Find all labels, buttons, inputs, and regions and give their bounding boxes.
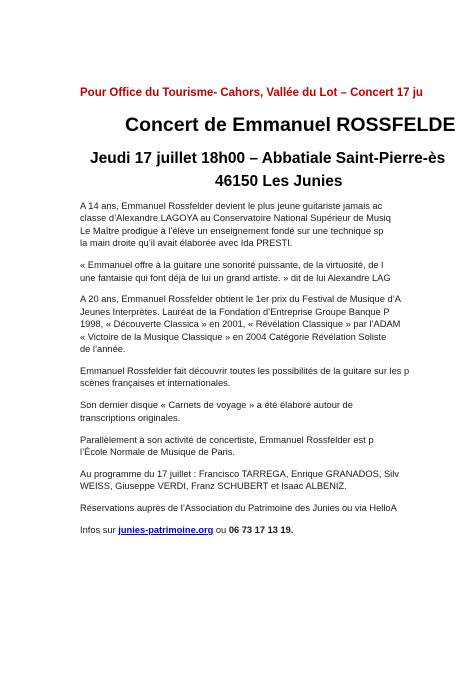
body-paragraph [80,468,460,493]
body-paragraph [80,434,460,459]
paragraph-line: 1998, « Découverte Classica » en 2001, « Révélation Classique » par l’ADAM [80,319,401,330]
paragraph-line: Emmanuel Rossfelder fait découvrir toutes les possibilités de la guitare sur les p [80,365,410,376]
document-header: Pour Office du Tourisme- Cahors, Vallée du Lot – Concert 17 ju [80,87,423,99]
info-line [80,524,460,536]
paragraph-line: Réservations auprès de l’Association du Patrimoine des Junies ou via HelloA [80,503,397,514]
body-paragraph [80,502,460,514]
concert-title: Concert de Emmanuel ROSSFELDE [125,114,456,136]
place-line: 46150 Les Junies [215,173,343,190]
paragraph-line: « Victoire de la Musique Classique » en 2004 Catégorie Révélation Soliste [80,331,387,342]
paragraph-line: classe d’Alexandre LAGOYA au Conservatoire National Supérieur de Musiq [80,213,391,224]
paragraph-line: l’École Normale de Musique de Paris. [80,447,236,457]
info-prefix: Infos sur [80,525,119,536]
paragraph-line: WEISS, Giuseppe VERDI, Franz SCHUBERT et Isaac ALBENIZ. [80,481,347,492]
body-paragraph [80,200,460,250]
date-line: Jeudi 17 juillet 18h00 – Abbatiale Saint-Pierre-ès [90,150,446,167]
body-paragraph [80,293,460,355]
paragraph-line: transcriptions originales. [80,412,181,423]
website-link[interactable]: junies-patrimoine.org [118,525,214,536]
paragraph-line: Parallèlement à son activité de concertiste, Emmanuel Rossfelder est p [80,434,374,445]
paragraph-line: Jeunes Interprètes. Lauréat de la Fondation d’Entreprise Groupe Banque P [80,306,390,317]
paragraphs [80,200,460,515]
paragraph-line: A 20 ans, Emmanuel Rossfelder obtient le 1er prix du Festival de Musique d’A [80,294,401,305]
paragraph-line: « Emmanuel offre à la guitare une sonorité puissante, de la virtuosité, de l [80,260,384,271]
info-middle: ou [213,525,229,536]
paragraph-line: Au programme du 17 juillet : Francisco TARREGA, Enrique GRANADOS, Silv [80,468,399,479]
paragraph-line: A 14 ans, Emmanuel Rossfelder devient le plus jeune guitariste jamais ac [80,201,383,211]
phone-number: 06 73 17 13 19. [228,525,294,536]
body-paragraph [80,365,460,390]
paragraph-line: Le Maître prodigue à l’élève un enseignement fondé sur une technique sp [80,225,384,236]
paragraph-line: une fantaisie qui font déjà de lui un grand artiste. » dit de lui Alexandre LAG [80,272,391,283]
paragraph-line: la main droite qu’il avait élaborée avec Ida PRESTI. [80,238,293,249]
document-body [80,200,460,546]
paragraph-line: scènes françaises et internationales. [80,378,231,389]
body-paragraph [80,259,460,284]
paragraph-line: Son dernier disque « Carnets de voyage » a été élaboré autour de [80,400,353,411]
paragraph-line: de l’année. [80,344,126,355]
body-paragraph [80,399,460,424]
